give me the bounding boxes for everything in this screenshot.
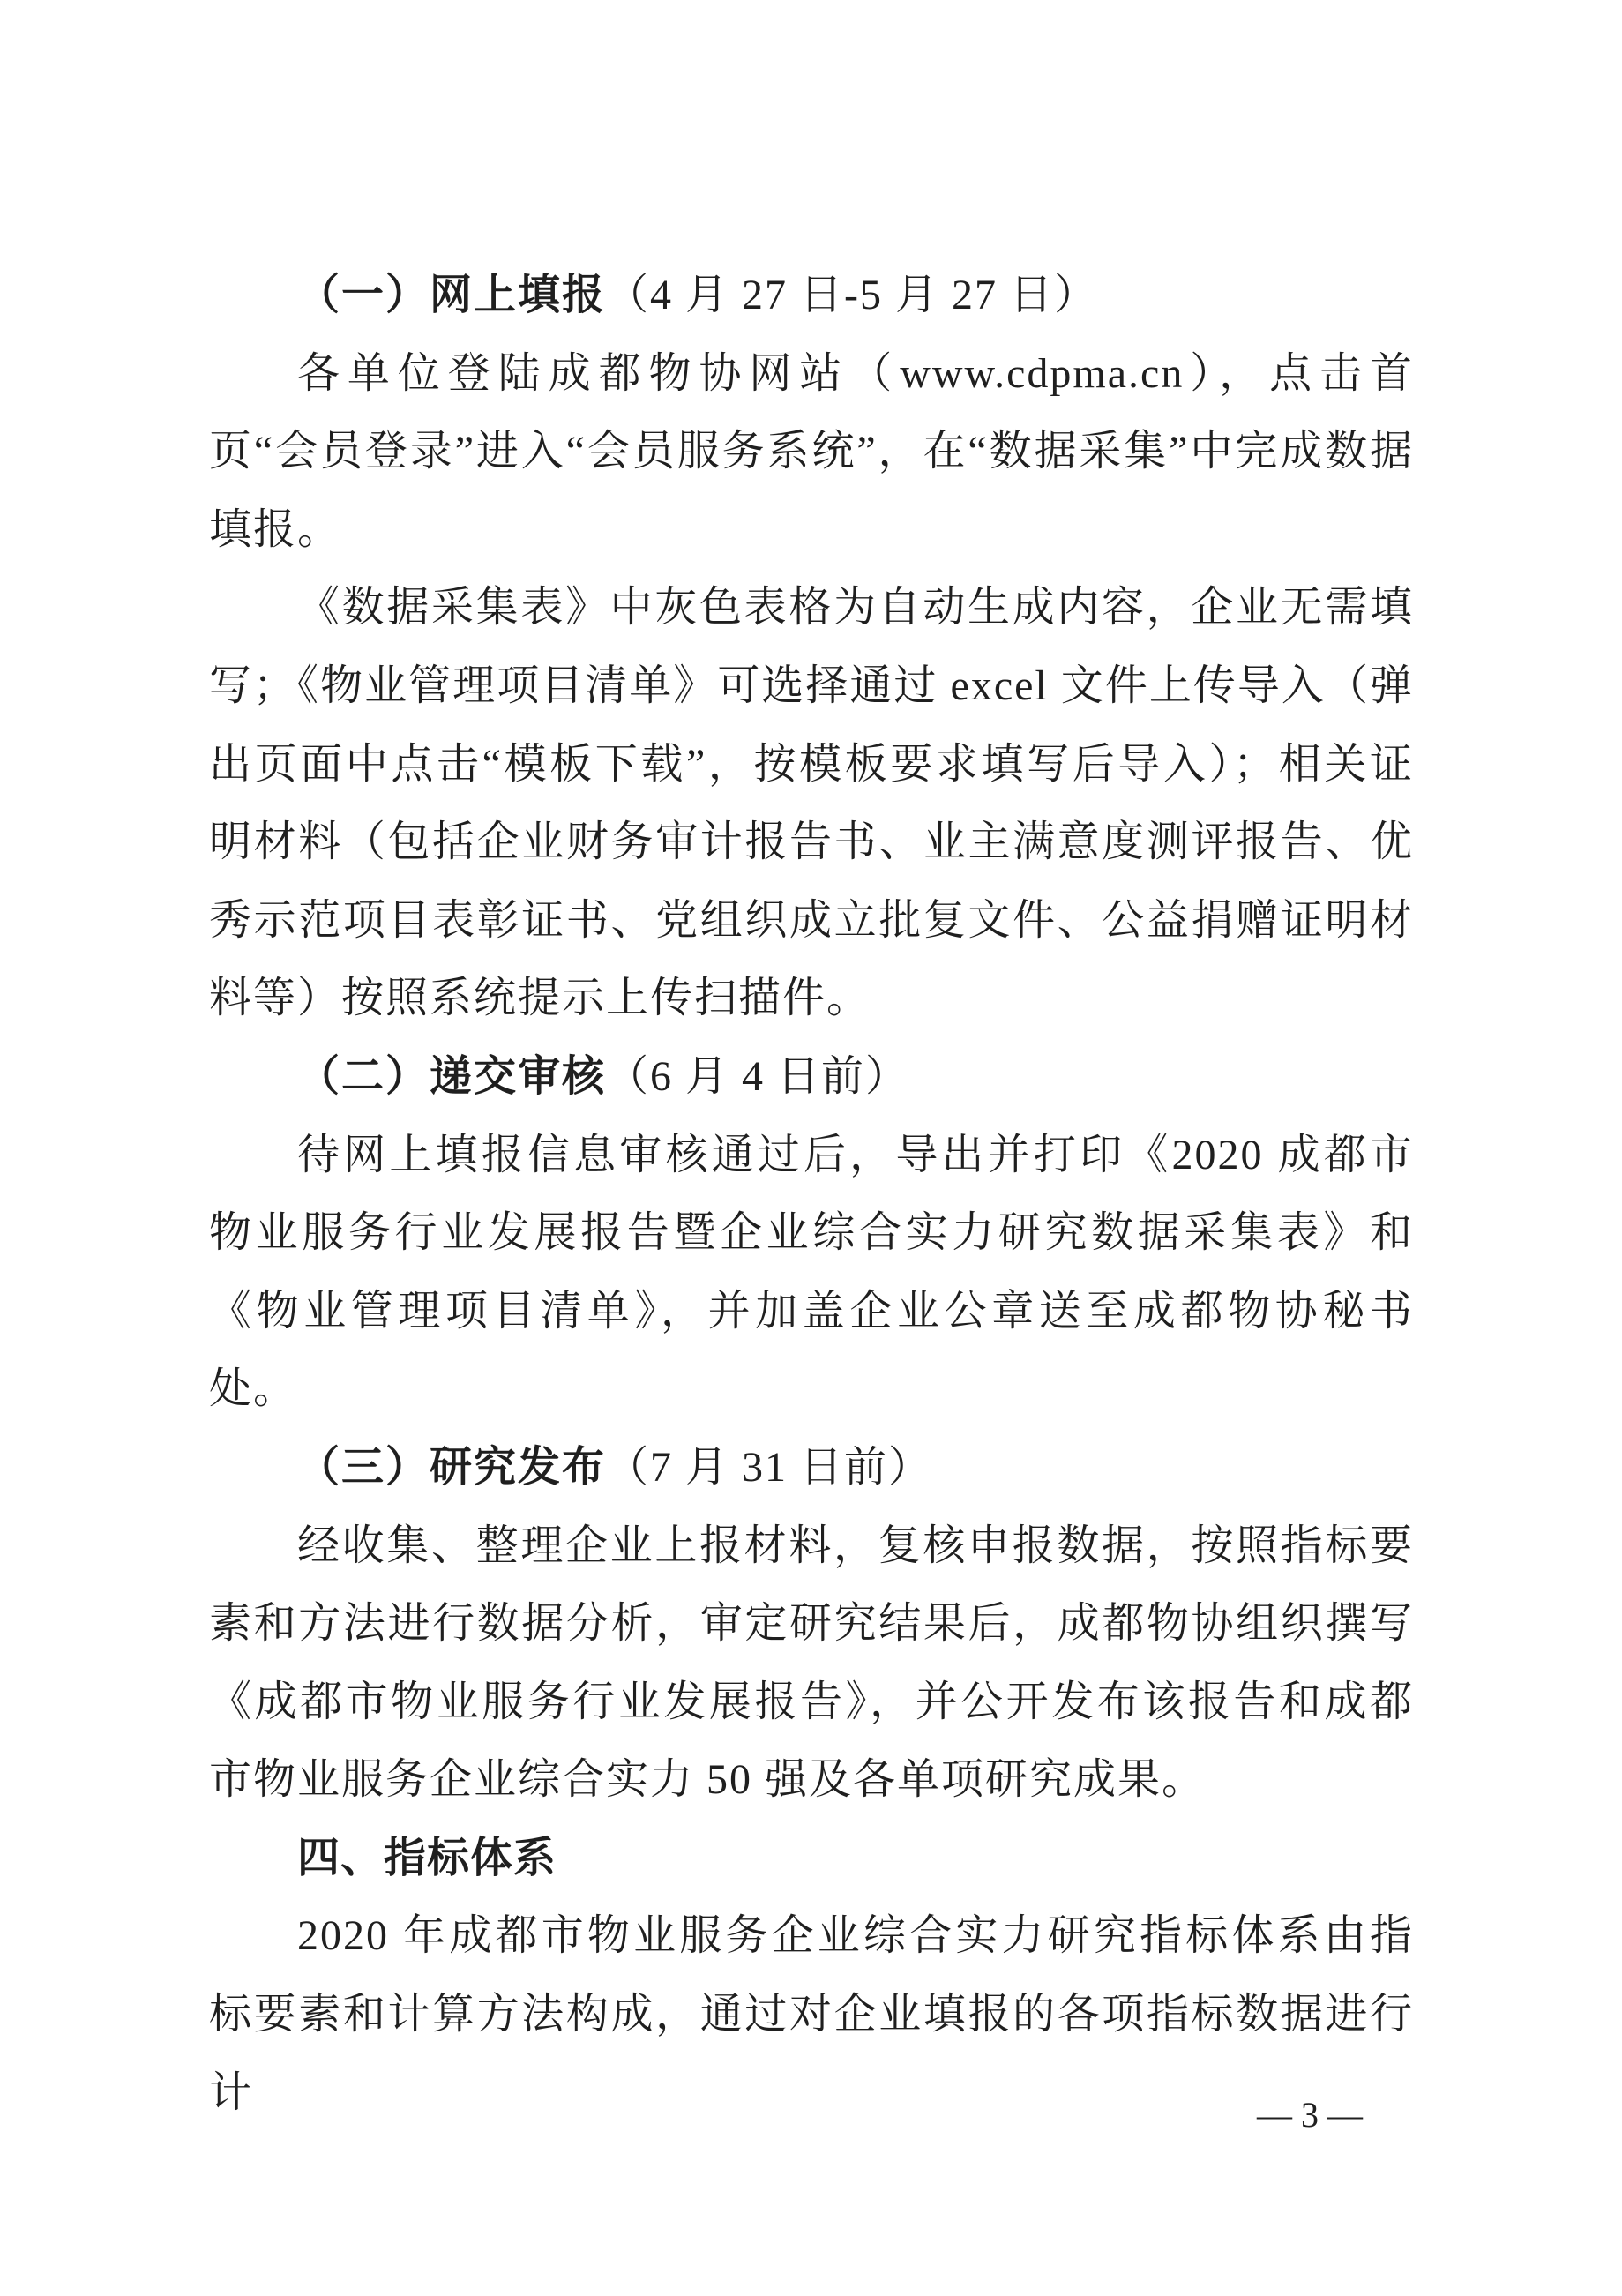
section-2-heading-label: （二）递交审核 — [297, 1052, 607, 1100]
section-3-heading — [209, 1429, 1414, 1507]
section-2-heading-date: （6 月 4 日前） — [606, 1052, 910, 1100]
section-3-paragraph-1: 经收集、整理企业上报材料，复核申报数据，按照指标要素和方法进行数据分析，审定研究结果后，成都物协组织撰写《成都市物业服务行业发展报告》，并公开发布该报告和成都市物业服务企业综合实力 50 强及各单项研究成果。 — [209, 1522, 1414, 1804]
section-1-paragraph-1: 各单位登陆成都物协网站（www.cdpma.cn），点击首页“会员登录”进入“会员服务系统”，在“数据采集”中完成数据填报。 — [209, 349, 1414, 553]
section-2-paragraph-1: 待网上填报信息审核通过后，导出并打印《2020 成都市物业服务行业发展报告暨企业综合实力研究数据采集表》和《物业管理项目清单》，并加盖企业公章送至成都物协秘书处。 — [209, 1131, 1414, 1413]
section-2-heading — [209, 1038, 1414, 1117]
section-4-paragraph-1: 2020 年成都市物业服务企业综合实力研究指标体系由指标要素和计算方法构成，通过对企业填报的各项指标数据进行计 — [209, 1912, 1414, 2116]
document-body — [209, 257, 1414, 2132]
section-1-heading — [209, 257, 1414, 335]
section-3-heading-date: （7 月 31 日前） — [606, 1443, 933, 1491]
page-number: — 3 — — [1257, 2095, 1363, 2135]
section-1-heading-date: （4 月 27 日-5 月 27 日） — [606, 272, 1099, 318]
section-1-heading-label: （一）网上填报 — [297, 272, 607, 318]
section-1-paragraph-2: 《数据采集表》中灰色表格为自动生成内容，企业无需填写；《物业管理项目清单》可选择通过 excel 文件上传导入（弹出页面中点击“模板下载”，按模板要求填写后导入）；相关证明材料（包括企业财务审计报告书、业主满意度测评报告、优秀示范项目表彰证书、党组织成立批复文件、公益捐赠证明材料等）按照系统提示上传扫描件。 — [209, 584, 1414, 1022]
section-3-heading-label: （三）研究发布 — [297, 1443, 607, 1491]
section-4-heading: 四、指标体系 — [297, 1834, 557, 1881]
